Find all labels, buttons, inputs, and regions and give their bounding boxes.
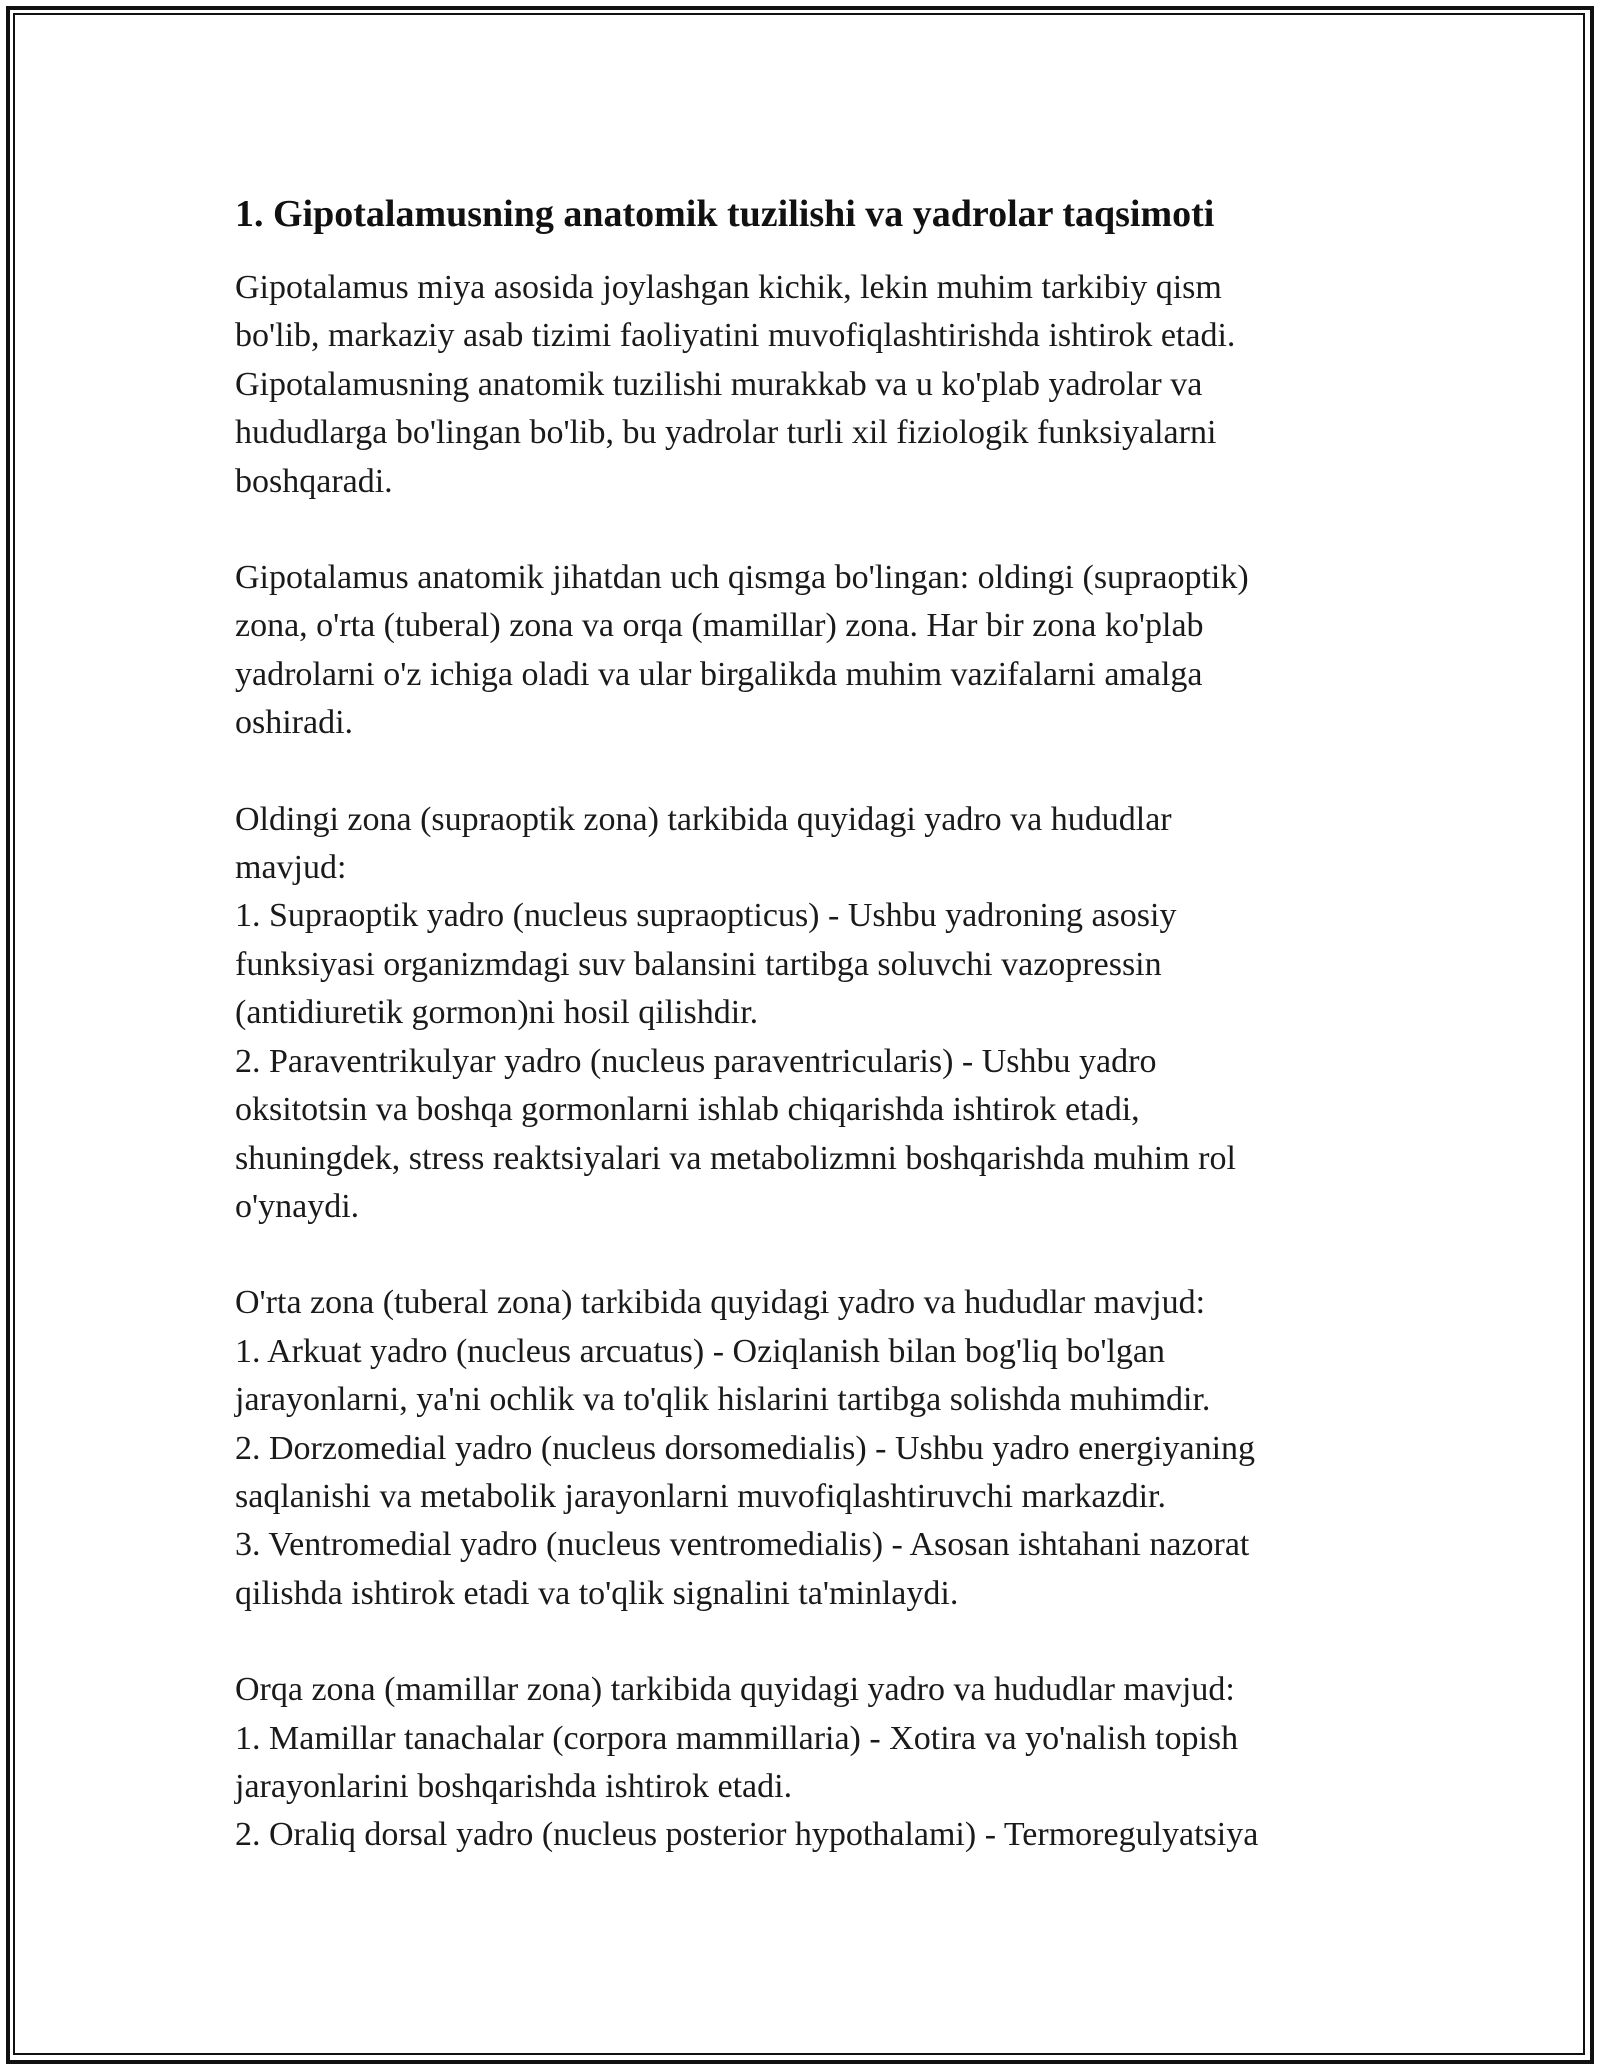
text-line: 1. Supraoptik yadro (nucleus supraopticus) - Ushbu yadroning asosiy bbox=[235, 897, 1177, 935]
text-line: saqlanishi va metabolik jarayonlarni muvofiqlashtiruvchi markazdir. bbox=[235, 1477, 1166, 1515]
text-line: zona, o'rta (tuberal) zona va orqa (mamillar) zona. Har bir zona ko'plab bbox=[235, 607, 1204, 645]
text-line: yadrolarni o'z ichiga oladi va ular birgalikda muhim vazifalarni amalga bbox=[235, 655, 1203, 693]
document-body bbox=[235, 186, 1365, 1908]
text-line: jarayonlarini boshqarishda ishtirok etadi. bbox=[235, 1767, 793, 1805]
text-line: Gipotalamusning anatomik tuzilishi murakkab va u ko'plab yadrolar va bbox=[235, 365, 1203, 403]
text-line: (antidiuretik gormon)ni hosil qilishdir. bbox=[235, 994, 759, 1032]
text-line: 2. Oraliq dorsal yadro (nucleus posterior hypothalami) - Termoregulyatsiya bbox=[235, 1816, 1259, 1854]
text-line: 1. Arkuat yadro (nucleus arcuatus) - Oziqlanish bilan bog'liq bo'lgan bbox=[235, 1332, 1166, 1370]
text-line: O'rta zona (tuberal zona) tarkibida quyidagi yadro va hududlar mavjud: bbox=[235, 1284, 1206, 1322]
text-line: Oldingi zona (supraoptik zona) tarkibida quyidagi yadro va hududlar bbox=[235, 800, 1172, 838]
text-line: jarayonlarni, ya'ni ochlik va to'qlik hislarini tartibga solishda muhimdir. bbox=[235, 1381, 1211, 1419]
text-line: Gipotalamus anatomik jihatdan uch qismga bo'lingan: oldingi (supraoptik) bbox=[235, 559, 1249, 597]
text-line: 2. Dorzomedial yadro (nucleus dorsomedialis) - Ushbu yadro energiyaning bbox=[235, 1429, 1256, 1467]
paragraph-tuberal-zone bbox=[235, 1279, 1365, 1618]
text-line: hududlarga bo'lingan bo'lib, bu yadrolar turli xil fiziologik funksiyalarni bbox=[235, 414, 1217, 452]
text-line: Gipotalamus miya asosida joylashgan kichik, lekin muhim tarkibiy qism bbox=[235, 269, 1222, 306]
text-line: 3. Ventromedial yadro (nucleus ventromedialis) - Asosan ishtahani nazorat bbox=[235, 1526, 1250, 1564]
text-line: oshiradi. bbox=[235, 704, 354, 742]
text-line: Orqa zona (mamillar zona) tarkibida quyidagi yadro va hududlar mavjud: bbox=[235, 1671, 1235, 1709]
text-line: o'ynaydi. bbox=[235, 1187, 360, 1225]
text-line: oksitotsin va boshqa gormonlarni ishlab chiqarishda ishtirok etadi, bbox=[235, 1091, 1140, 1129]
text-line: qilishda ishtirok etadi va to'qlik signalini ta'minlaydi. bbox=[235, 1574, 959, 1612]
text-line: shuningdek, stress reaktsiyalari va metabolizmni boshqarishda muhim rol bbox=[235, 1139, 1236, 1177]
paragraph-mamillary-zone bbox=[235, 1666, 1365, 1860]
text-line: bo'lib, markaziy asab tizimi faoliyatini muvofiqlashtirishda ishtirok etadi. bbox=[235, 317, 1236, 355]
paragraph-intro bbox=[235, 264, 1365, 506]
text-line: mavjud: bbox=[235, 849, 347, 887]
text-line: funksiyasi organizmdagi suv balansini tartibga soluvchi vazopressin bbox=[235, 945, 1162, 983]
text-line: 2. Paraventrikulyar yadro (nucleus paraventricularis) - Ushbu yadro bbox=[235, 1042, 1157, 1080]
section-heading: 1. Gipotalamusning anatomik tuzilishi va yadrolar taqsimoti bbox=[235, 193, 1215, 235]
text-line: boshqaradi. bbox=[235, 462, 393, 500]
paragraph-zones bbox=[235, 554, 1365, 748]
text-line: 1. Mamillar tanachalar (corpora mammillaria) - Xotira va yo'nalish topish bbox=[235, 1719, 1239, 1757]
paragraph-anterior-zone bbox=[235, 796, 1365, 1232]
